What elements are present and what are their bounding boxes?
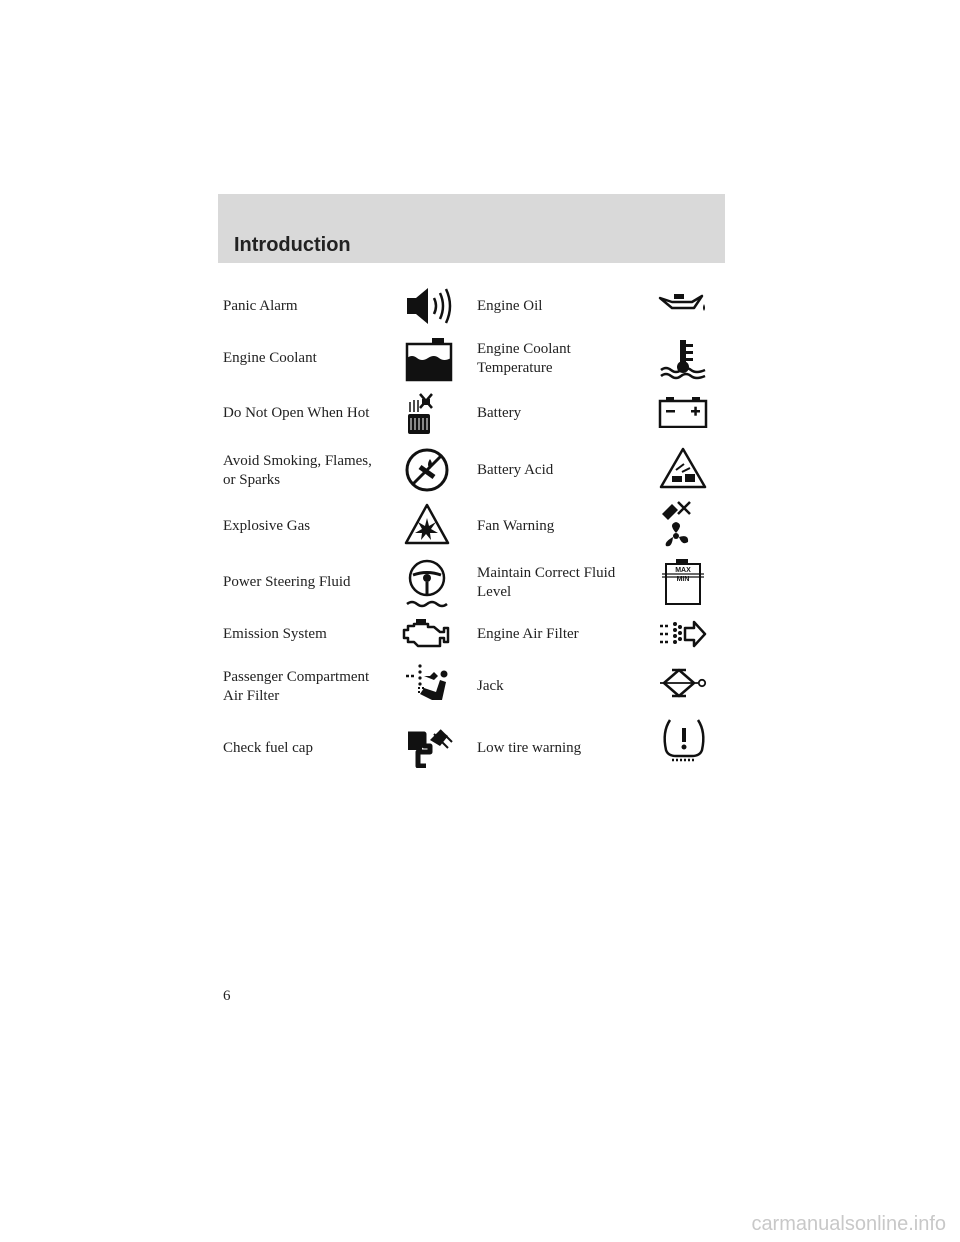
section-title: Introduction <box>234 234 351 256</box>
max-marker: MAX <box>675 567 691 574</box>
label-emission-system: Emission System <box>223 626 327 642</box>
cabin-air-filter-icon <box>404 660 450 708</box>
fan-warning-icon <box>658 498 694 550</box>
label-battery-acid: Battery Acid <box>477 462 554 478</box>
label-check-fuel-cap: Check fuel cap <box>223 740 313 756</box>
watermark: carmanualsonline.info <box>751 1213 946 1235</box>
explosive-gas-icon <box>404 502 450 546</box>
label-jack: Jack <box>477 678 504 694</box>
fluid-level-icon <box>660 558 706 606</box>
label-avoid-smoking: Avoid Smoking, Flames, or Sparks <box>223 453 372 488</box>
label-passenger-air-filter: Passenger Compartment Air Filter <box>223 669 370 704</box>
label-panic-alarm: Panic Alarm <box>223 298 298 314</box>
page-number: 6 <box>223 988 231 1004</box>
panic-alarm-icon <box>404 284 454 328</box>
engine-air-filter-icon <box>658 616 708 652</box>
battery-icon <box>658 396 708 428</box>
label-power-steering-fluid: Power Steering Fluid <box>223 574 351 590</box>
engine-coolant-icon <box>404 336 454 382</box>
do-not-open-hot-icon <box>404 390 434 436</box>
low-tire-pressure-icon <box>660 716 708 762</box>
check-fuel-cap-icon <box>404 724 454 768</box>
section-header <box>218 194 725 263</box>
label-explosive-gas: Explosive Gas <box>223 518 311 534</box>
label-engine-oil: Engine Oil <box>477 298 543 314</box>
label-battery: Battery <box>477 405 522 421</box>
label-engine-coolant-temperature: Engine Coolant Temperature <box>477 341 571 376</box>
jack-icon <box>658 668 708 698</box>
label-low-tire-warning: Low tire warning <box>477 740 582 756</box>
label-do-not-open-when-hot: Do Not Open When Hot <box>223 405 370 421</box>
coolant-temperature-icon <box>658 338 708 380</box>
no-smoking-flames-sparks-icon <box>404 447 450 493</box>
engine-oil-icon <box>658 290 708 316</box>
min-marker: MIN <box>676 576 690 583</box>
label-engine-air-filter: Engine Air Filter <box>477 626 579 642</box>
label-maintain-fluid-level: Maintain Correct Fluid Level <box>477 565 616 600</box>
power-steering-fluid-icon <box>404 558 450 610</box>
label-fan-warning: Fan Warning <box>477 518 555 534</box>
battery-acid-warning-icon <box>658 446 708 490</box>
label-engine-coolant: Engine Coolant <box>223 350 317 366</box>
engine-emission-icon <box>402 618 450 650</box>
